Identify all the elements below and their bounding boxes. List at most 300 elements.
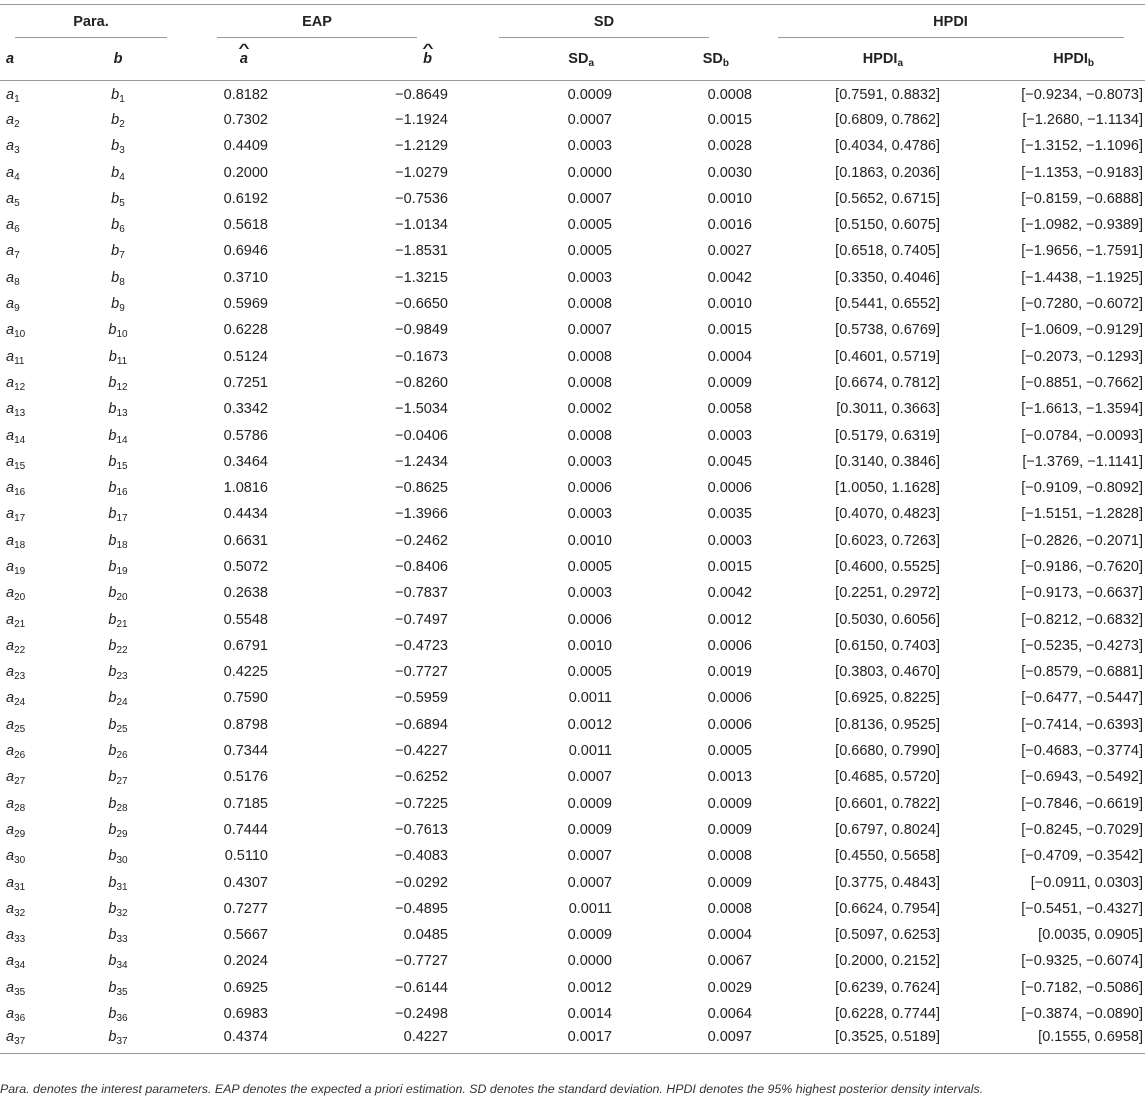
hpdi-b-value: [−0.9173, −0.6637] [1021,585,1143,602]
param-a-symbol: a [6,769,15,786]
eap-b-value: −0.6650 [395,296,448,313]
param-b-index: 10 [116,329,128,341]
sd-a-value: 0.0007 [567,874,612,891]
cell-sd-a [452,738,622,764]
cell-hpdi-b [952,343,1145,369]
cell-sd-a [452,791,622,817]
cell-eap-b [278,764,452,790]
cell-hpdi-a [756,791,952,817]
hpdi-a-value: [0.3140, 0.3846] [835,453,940,470]
cell-sd-a [452,186,622,212]
param-b-symbol: b [108,348,117,365]
cell-hpdi-b [952,317,1145,343]
cell-eap-b [278,1027,452,1053]
sd-b-value: 0.0029 [707,979,752,996]
hpdi-b-value: [−1.0982, −0.9389] [1021,217,1143,234]
eap-b-value: −0.4723 [395,637,448,654]
sd-b-value: 0.0016 [707,217,752,234]
param-a-index: 17 [14,513,26,525]
hpdi-a-value: [0.2251, 0.2972] [835,585,940,602]
results-table [0,4,1145,1054]
sd-b-value: 0.0067 [707,953,752,970]
cell-param-a [0,554,54,580]
param-b-symbol: b [108,558,117,575]
cell-eap-a [182,1001,278,1027]
cell-eap-a [182,159,278,185]
sd-a-value: 0.0006 [567,611,612,628]
eap-b-value: −1.2129 [395,138,448,155]
cell-hpdi-b [952,212,1145,238]
cell-param-a [0,922,54,948]
sd-a-value: 0.0006 [567,480,612,497]
cell-hpdi-a [756,107,952,133]
cell-param-a [0,343,54,369]
sd-a-value: 0.0005 [567,664,612,681]
hpdi-b-value: [−0.4709, −0.3542] [1021,848,1143,865]
param-b-symbol: b [108,401,117,418]
cell-sd-a [452,685,622,711]
cell-hpdi-b [952,186,1145,212]
cell-eap-b [278,212,452,238]
cell-param-a [0,265,54,291]
table-row [0,370,1145,396]
hpdi-b-value: [−0.5451, −0.4327] [1021,900,1143,917]
param-b-symbol: b [108,374,117,391]
hpdi-b-value: [−0.6477, −0.5447] [1021,690,1143,707]
param-b-index: 1 [119,93,125,105]
sd-a-value: 0.0009 [567,927,612,944]
cell-eap-a [182,580,278,606]
cell-eap-b [278,554,452,580]
table-row [0,238,1145,264]
cell-eap-a [182,317,278,343]
cell-param-b [54,317,182,343]
cell-hpdi-b [952,975,1145,1001]
cell-eap-a [182,212,278,238]
cell-param-b [54,606,182,632]
param-b-symbol: b [108,979,117,996]
cell-param-b [54,370,182,396]
param-b-symbol: b [111,190,120,207]
cell-hpdi-a [756,159,952,185]
cell-sd-b [622,659,756,685]
param-b-symbol: b [108,611,117,628]
cell-eap-b [278,738,452,764]
param-b-index: 30 [116,855,128,867]
param-a-index: 12 [14,381,26,393]
cell-hpdi-b [952,685,1145,711]
table-row [0,475,1145,501]
hpdi-b-value: [−0.9325, −0.6074] [1021,953,1143,970]
param-a-symbol: a [6,111,15,128]
cell-eap-b [278,975,452,1001]
cell-param-a [0,896,54,922]
param-b-index: 17 [116,513,128,525]
cell-hpdi-b [952,1001,1145,1027]
cell-eap-a [182,370,278,396]
cell-sd-b [622,291,756,317]
cell-eap-a [182,922,278,948]
param-a-index: 7 [14,250,20,262]
cell-param-b [54,528,182,554]
param-b-symbol: b [108,743,117,760]
cell-eap-b [278,186,452,212]
cell-eap-a [182,896,278,922]
param-b-index: 35 [116,986,128,998]
param-b-symbol: b [108,532,117,549]
hpdi-a-value: [0.4600, 0.5525] [835,558,940,575]
cell-hpdi-a [756,554,952,580]
hpdi-a-value: [0.4034, 0.4786] [835,138,940,155]
hpdi-a-value: [0.3011, 0.3663] [836,401,940,418]
sd-a-value: 0.0008 [567,374,612,391]
param-a-index: 34 [14,960,26,972]
group-rule-sd [499,37,709,38]
cell-sd-b [622,843,756,869]
cell-param-b [54,975,182,1001]
param-a-symbol: a [6,506,15,523]
hpdi-a-value: [0.5030, 0.6056] [835,611,940,628]
eap-a-value: 1.0816 [223,480,268,497]
cell-hpdi-b [952,764,1145,790]
param-b-symbol: b [108,900,117,917]
sd-b-value: 0.0015 [707,322,752,339]
cell-hpdi-a [756,317,952,343]
cell-sd-a [452,159,622,185]
table-row [0,554,1145,580]
hpdi-b-value: [−0.4683, −0.3774] [1021,743,1143,760]
cell-param-a [0,317,54,343]
cell-sd-a [452,107,622,133]
cell-param-a [0,81,54,107]
param-a-index: 37 [14,1036,26,1048]
param-b-index: 7 [119,250,125,262]
param-b-symbol: b [108,769,117,786]
param-a-index: 29 [14,828,26,840]
table-row [0,1027,1145,1053]
cell-sd-a [452,554,622,580]
cell-hpdi-a [756,528,952,554]
cell-eap-a [182,791,278,817]
eap-a-value: 0.3464 [223,453,268,470]
cell-sd-b [622,212,756,238]
cell-sd-a [452,422,622,448]
cell-hpdi-a [756,81,952,107]
eap-a-value: 0.5618 [223,217,268,234]
param-a-index: 4 [14,171,20,183]
cell-param-b [54,922,182,948]
group-header-para [0,5,182,39]
cell-param-a [0,501,54,527]
param-b-symbol: b [108,716,117,733]
param-a-symbol: a [6,927,15,944]
eap-a-value: 0.6791 [223,637,268,654]
cell-param-b [54,712,182,738]
cell-hpdi-b [952,869,1145,895]
cell-hpdi-b [952,81,1145,107]
param-a-index: 6 [14,224,20,236]
cell-eap-b [278,843,452,869]
group-rule-eap [217,37,417,38]
eap-a-value: 0.5110 [224,848,268,865]
sd-a-value: 0.0007 [567,190,612,207]
cell-sd-a [452,238,622,264]
hpdi-b-value: [−1.3152, −1.1096] [1021,138,1143,155]
hpdi-b-value: [−0.7414, −0.6393] [1021,716,1143,733]
cell-hpdi-a [756,475,952,501]
eap-b-value: −0.6252 [395,769,448,786]
cell-eap-b [278,449,452,475]
param-a-symbol: a [6,322,15,339]
eap-a-value: 0.7344 [223,743,268,760]
col-header-sd-b [622,38,756,81]
hpdi-a-value: [0.6150, 0.7403] [835,637,940,654]
eap-b-value: −0.0292 [395,874,448,891]
param-a-index: 35 [14,986,26,998]
table-row [0,580,1145,606]
hpdi-a-value: [0.6239, 0.7624] [835,979,940,996]
hpdi-b-value: [0.0035, 0.0905] [1038,927,1143,944]
col-header-a-hat [182,38,278,81]
eap-a-value: 0.4374 [223,1029,268,1046]
param-b-index: 8 [119,276,125,288]
cell-param-a [0,422,54,448]
cell-hpdi-a [756,265,952,291]
cell-eap-a [182,501,278,527]
table-row [0,817,1145,843]
sd-b-value: 0.0003 [707,427,752,444]
eap-b-value: −1.0134 [395,217,448,234]
param-a-symbol: a [6,138,15,155]
param-a-symbol: a [6,558,15,575]
sd-a-value: 0.0007 [567,111,612,128]
cell-sd-a [452,817,622,843]
group-header-sd-label: SD [593,13,615,30]
eap-a-value: 0.6946 [223,243,268,260]
hpdi-b-value: [−1.9656, −1.7591] [1021,243,1143,260]
eap-a-value: 0.7251 [223,374,268,391]
cell-hpdi-a [756,606,952,632]
sd-b-value: 0.0010 [707,190,752,207]
cell-sd-a [452,869,622,895]
param-b-index: 11 [116,355,128,367]
sd-b-value: 0.0003 [707,532,752,549]
param-a-symbol: a [6,190,15,207]
sd-a-value: 0.0005 [567,243,612,260]
eap-a-value: 0.7444 [223,821,268,838]
cell-eap-b [278,265,452,291]
table-row [0,186,1145,212]
sd-b-value: 0.0006 [707,637,752,654]
cell-sd-a [452,212,622,238]
col-header-b [54,38,182,81]
param-a-symbol: a [6,348,15,365]
sd-b-value: 0.0009 [707,795,752,812]
cell-sd-a [452,580,622,606]
hpdi-a-value: [0.6228, 0.7744] [835,1006,940,1023]
cell-eap-b [278,81,452,107]
hpdi-a-value: [0.6797, 0.8024] [835,821,940,838]
cell-eap-a [182,554,278,580]
eap-a-value: 0.5176 [223,769,268,786]
cell-eap-b [278,948,452,974]
cell-param-a [0,370,54,396]
sd-a-value: 0.0007 [567,769,612,786]
cell-eap-a [182,843,278,869]
cell-sd-a [452,343,622,369]
cell-param-a [0,238,54,264]
col-header-sd-b-base: SD [702,51,723,67]
cell-sd-a [452,475,622,501]
sd-b-value: 0.0009 [707,874,752,891]
cell-param-a [0,948,54,974]
cell-sd-a [452,764,622,790]
param-b-symbol: b [108,585,117,602]
param-b-index: 29 [116,828,128,840]
sd-b-value: 0.0064 [707,1006,752,1023]
param-b-symbol: b [108,637,117,654]
cell-hpdi-b [952,475,1145,501]
col-header-sd-a-base: SD [568,51,589,67]
param-b-symbol: b [111,86,120,103]
cell-eap-a [182,396,278,422]
cell-hpdi-a [756,817,952,843]
table-row [0,501,1145,527]
eap-a-value: 0.5667 [223,927,268,944]
sd-b-value: 0.0030 [707,164,752,181]
col-header-b-hat-label: ^ b [423,51,432,67]
eap-a-value: 0.6983 [223,1006,268,1023]
cell-sd-b [622,1027,756,1053]
sd-a-value: 0.0003 [567,269,612,286]
param-b-index: 36 [116,1013,128,1025]
cell-param-b [54,186,182,212]
hpdi-b-value: [−1.6613, −1.3594] [1021,401,1143,418]
cell-eap-b [278,817,452,843]
param-b-index: 23 [116,671,128,683]
hpdi-a-value: [0.8136, 0.9525] [835,716,940,733]
param-a-symbol: a [6,690,15,707]
hpdi-a-value: [0.6624, 0.7954] [835,900,940,917]
sd-a-value: 0.0012 [567,979,612,996]
sd-a-value: 0.0000 [567,164,612,181]
cell-eap-b [278,659,452,685]
param-b-symbol: b [108,480,117,497]
param-a-symbol: a [6,664,15,681]
table-row [0,764,1145,790]
cell-param-b [54,396,182,422]
eap-b-value: −0.8406 [395,558,448,575]
param-a-symbol: a [6,480,15,497]
param-a-symbol: a [6,716,15,733]
cell-hpdi-a [756,501,952,527]
cell-hpdi-a [756,922,952,948]
sd-a-value: 0.0000 [567,953,612,970]
cell-sd-a [452,712,622,738]
table-row [0,396,1145,422]
cell-sd-b [622,238,756,264]
cell-hpdi-a [756,186,952,212]
eap-b-value: −0.7225 [395,795,448,812]
group-header-hpdi-label: HPDI [933,13,968,30]
param-a-index: 30 [14,855,26,867]
hpdi-b-value: [0.1555, 0.6958] [1038,1029,1143,1046]
cell-param-a [0,659,54,685]
table-row [0,659,1145,685]
cell-eap-b [278,633,452,659]
cell-param-b [54,107,182,133]
param-a-symbol: a [6,427,15,444]
cell-hpdi-a [756,659,952,685]
cell-param-a [0,133,54,159]
group-header-eap-label: EAP [302,13,332,30]
eap-a-value: 0.3342 [223,401,268,418]
cell-sd-a [452,317,622,343]
eap-a-value: 0.4225 [223,664,268,681]
sd-b-value: 0.0008 [707,848,752,865]
cell-sd-b [622,449,756,475]
cell-eap-a [182,238,278,264]
param-a-symbol: a [6,611,15,628]
cell-sd-b [622,817,756,843]
cell-hpdi-a [756,291,952,317]
eap-b-value: −0.2462 [395,532,448,549]
hpdi-b-value: [−0.9109, −0.8092] [1021,480,1143,497]
sd-a-value: 0.0005 [567,558,612,575]
cell-sd-a [452,528,622,554]
cell-param-b [54,764,182,790]
param-b-index: 15 [116,460,128,472]
eap-a-value: 0.5969 [223,296,268,313]
param-a-symbol: a [6,269,15,286]
hpdi-a-value: [0.4601, 0.5719] [835,348,940,365]
table-row [0,449,1145,475]
param-b-symbol: b [108,506,117,523]
param-b-symbol: b [111,243,120,260]
cell-eap-a [182,975,278,1001]
hpdi-a-value: [0.6674, 0.7812] [835,374,940,391]
sd-b-value: 0.0058 [707,401,752,418]
eap-b-value: −0.7536 [395,190,448,207]
cell-param-a [0,633,54,659]
eap-a-value: 0.3710 [223,269,268,286]
sd-b-value: 0.0042 [707,269,752,286]
param-b-symbol: b [108,821,117,838]
sd-a-value: 0.0003 [567,138,612,155]
cell-eap-a [182,343,278,369]
table-row [0,317,1145,343]
eap-a-value: 0.6925 [223,979,268,996]
param-a-index: 3 [14,145,20,157]
sd-a-value: 0.0008 [567,427,612,444]
cell-hpdi-b [952,396,1145,422]
param-b-index: 4 [119,171,125,183]
cell-param-a [0,606,54,632]
cell-hpdi-a [756,1001,952,1027]
cell-sd-b [622,528,756,554]
param-a-index: 16 [14,487,26,499]
eap-a-value: 0.7277 [223,900,268,917]
table-row [0,159,1145,185]
table-row [0,712,1145,738]
col-header-sd-a [452,38,622,81]
eap-b-value: −1.3966 [395,506,448,523]
table-row [0,975,1145,1001]
cell-param-a [0,580,54,606]
cell-sd-b [622,317,756,343]
cell-eap-a [182,449,278,475]
cell-hpdi-b [952,659,1145,685]
